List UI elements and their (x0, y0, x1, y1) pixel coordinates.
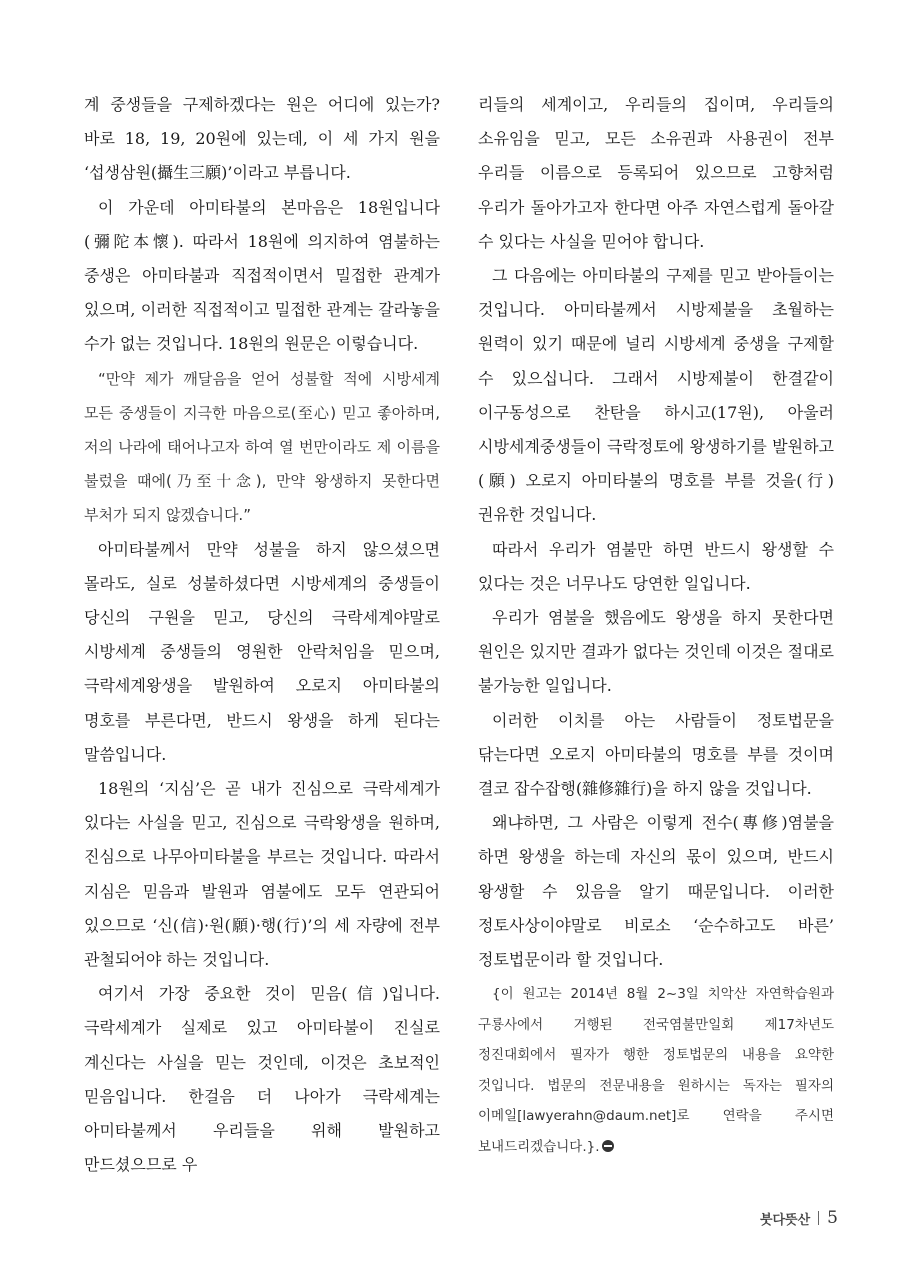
editor-note (478, 979, 834, 1162)
paragraph: 우리가 염불을 했음에도 왕생을 하지 못한다면 원인은 있지만 결과가 없다는 것인데 이것은 절대로 불가능한 일입니다. (478, 608, 834, 696)
left-column (84, 88, 440, 1183)
right-column (478, 88, 834, 1162)
paragraph: 아미타불께서 만약 성불을 하지 않으셨으면 몰라도, 실로 성불하셨다면 시방세계의 중생들이 당신의 구원을 믿고, 당신의 극락세계야말로 시방세계 중생들의 영원한 안락처임을 믿으며, 극락세계왕생을 발원하여 오로지 아미타불의 명호를 부른다면, 반드시 왕생을 하게 된다는 말씀입니다. (84, 539, 440, 764)
end-mark-icon (602, 1140, 614, 1152)
paragraph: 이 가운데 아미타불의 본마음은 18원입니다(彌陀本懷). 따라서 18원에 의지하여 염불하는 중생은 아미타불과 직접적이면서 밀접한 관계가 있으며, 이러한 직접적이고 밀접한 관계는 갈라놓을 수가 없는 것입니다. 18원의 원문은 이렇습니다. (84, 197, 440, 354)
paragraph: 리들의 세계이고, 우리들의 집이며, 우리들의 소유임을 믿고, 모든 소유권과 사용권이 전부 우리들 이름으로 등록되어 있으므로 고향처럼 우리가 돌아가고자 한다면 아주 자연스럽게 돌아갈 수 있다는 사실을 믿어야 합니다. (478, 95, 834, 251)
paragraph: 여기서 가장 중요한 것이 믿음(信)입니다. 극락세계가 실제로 있고 아미타불이 진실로 계신다는 사실을 믿는 것인데, 이것은 초보적인 믿음입니다. 한걸음 더 나아가 극락세계는 아미타불께서 우리들을 위해 발원하고 만드셨으므로 우 (84, 984, 440, 1175)
page-footer (760, 1208, 838, 1228)
paragraph: 따라서 우리가 염불만 하면 반드시 왕생할 수 있다는 것은 너무나도 당연한 일입니다. (478, 539, 834, 593)
footer-divider (818, 1211, 819, 1225)
paragraph: 왜냐하면, 그 사람은 이렇게 전수(專修)염불을 하면 왕생을 하는데 자신의 몫이 있으며, 반드시 왕생할 수 있음을 알기 때문입니다. 이러한 정토사상이야말로 비로소 ‘순수하고도 바른’ 정토법문이라 할 것입니다. (478, 813, 834, 970)
vow-quote: “만약 제가 깨달음을 얻어 성불할 적에 시방세계 모든 중생들이 지극한 마음으로(至心) 믿고 좋아하며, 저의 나라에 태어나고자 하여 열 번만이라도 제 이름을 불렀을 때에(乃至十念), 만약 왕생하지 못한다면 부처가 되지 않겠습니다.” (84, 369, 440, 525)
page-number: 5 (827, 1208, 838, 1228)
paragraph: 18원의 ‘지심’은 곧 내가 진심으로 극락세계가 있다는 사실을 믿고, 진심으로 극락왕생을 원하며, 진심으로 나무아미타불을 부르는 것입니다. 따라서 지심은 믿음과 발원과 염불에도 모두 연관되어 있으므로 ‘신(信)·원(願)·행(行)’의 세 자량에 전부 관철되어야 하는 것입니다. (84, 779, 440, 970)
paragraph: 계 중생들을 구제하겠다는 원은 어디에 있는가? 바로 18, 19, 20원에 있는데, 이 세 가지 원을 ‘섭생삼원(攝生三願)’이라고 부릅니다. (84, 95, 440, 183)
paragraph: 그 다음에는 아미타불의 구제를 믿고 받아들이는 것입니다. 아미타불께서 시방제불을 초월하는 원력이 있기 때문에 널리 시방세계 중생을 구제할 수 있으십니다. 그래서 시방제불이 한결같이 이구동성으로 찬탄을 하시고(17원), 아울러 시방세계중생들이 극락정토에 왕생하기를 발원하고(願) 오로지 아미타불의 명호를 부를 것을(行) 권유한 것입니다. (478, 266, 834, 525)
paragraph: 이러한 이치를 아는 사람들이 정토법문을 닦는다면 오로지 아미타불의 명호를 부를 것이며 결코 잡수잡행(雜修雜行)을 하지 않을 것입니다. (478, 710, 834, 799)
editor-note-text: {이 원고는 2014년 8월 2~3일 치악산 자연학습원과 구룡사에서 거행된 전국염불만일회 제17차년도 정진대회에서 필자가 행한 정토법문의 내용을 요약한 것입니다. 법문의 전문내용을 원하시는 독자는 필자의 이메일[lawyerahn@daum.net]로 연락을 주시면 보내드리겠습니다.}. (478, 986, 834, 1155)
publication-name: 붓다뜻산 (759, 1212, 811, 1228)
